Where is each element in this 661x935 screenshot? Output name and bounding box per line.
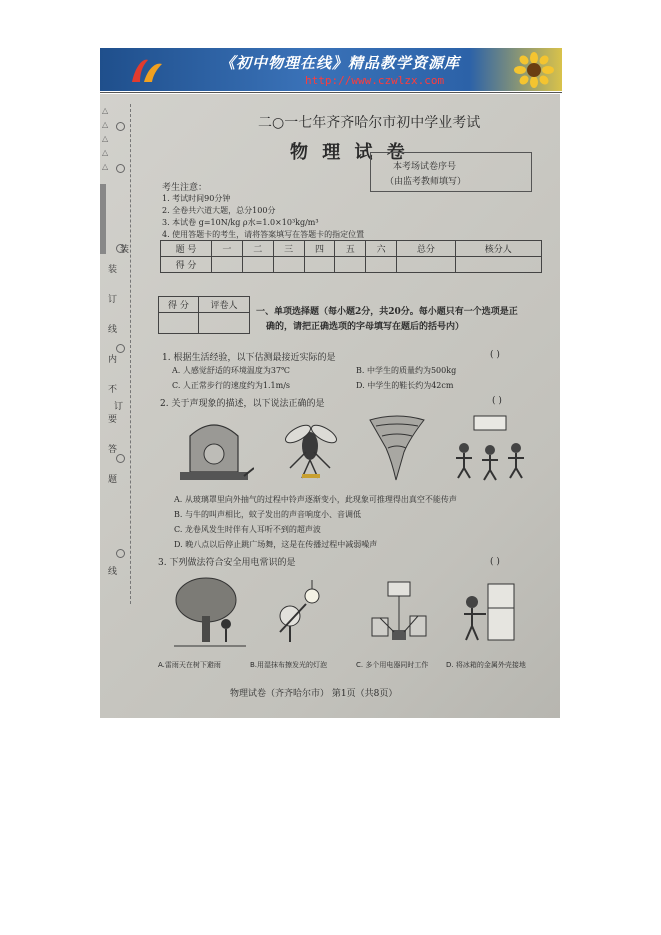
table-cell: 二: [242, 241, 273, 257]
table-cell: [397, 257, 456, 273]
table-cell: [242, 257, 273, 273]
table-cell: 六: [366, 241, 397, 257]
table-row: [161, 241, 542, 257]
triangle-mark-icon: △: [102, 106, 109, 115]
section-heading-cont: 确的，请把正确选项的字母填写在题后的括号内）: [266, 322, 465, 332]
banner-url[interactable]: http://www.czwlzx.com: [305, 74, 445, 87]
table-row: [159, 297, 250, 313]
option-d: D. 晚八点以后停止跳广场舞，这是在传播过程中减弱噪声: [174, 540, 378, 549]
exam-header: 二○一七年齐齐哈尔市初中学业考试: [258, 115, 481, 131]
margin-char: 内: [108, 355, 118, 365]
option-b: B. 与牛的叫声相比，蚊子发出的声音响度小、音调低: [174, 510, 361, 519]
table-cell: 题 号: [161, 241, 212, 257]
margin-char: 题: [108, 475, 118, 485]
banner-divider: [100, 92, 562, 93]
answer-paren: ( ): [492, 396, 502, 406]
wipe-bulb-illustration: [266, 580, 332, 646]
note-item: 3. 本试卷 g=10N/kg ρ水=1.0×10³kg/m³: [162, 218, 319, 227]
notes-title: 考生注意：: [162, 183, 208, 193]
table-row: [161, 257, 542, 273]
grader-table: [158, 296, 250, 334]
punch-hole-icon: [116, 122, 125, 131]
punch-hole-icon: [116, 454, 125, 463]
mosquito-illustration: [276, 412, 346, 482]
image-caption: C. 多个用电器同时工作: [356, 661, 429, 669]
margin-char: 不: [108, 385, 118, 395]
table-cell: 核分人: [455, 241, 541, 257]
bell-jar-illustration: [174, 412, 254, 484]
table-cell: 评卷人: [198, 297, 249, 313]
binding-bar: [100, 184, 106, 254]
fridge-grounding-illustration: [458, 578, 522, 648]
triangle-mark-icon: △: [102, 162, 109, 171]
table-cell: [273, 257, 304, 273]
site-logo-icon: [126, 54, 166, 86]
table-cell: [198, 313, 249, 334]
multiple-appliances-illustration: [364, 578, 434, 648]
table-cell: [212, 257, 243, 273]
table-cell: 得 分: [159, 297, 199, 313]
table-cell: [159, 313, 199, 334]
site-banner: [100, 48, 562, 91]
section-heading: 一、单项选择题（每小题2分，共20分。每小题只有一个选项是正: [256, 307, 518, 317]
triangle-mark-icon: △: [102, 148, 109, 157]
seat-number-box: [370, 152, 532, 192]
triangle-mark-icon: △: [102, 134, 109, 143]
question-stem: 2. 关于声现象的描述，以下说法正确的是: [160, 399, 325, 409]
punch-hole-icon: [116, 549, 125, 558]
option-b: B. 中学生的质量约为500kg: [356, 366, 457, 375]
table-cell: [335, 257, 366, 273]
table-cell: 总分: [397, 241, 456, 257]
banner-title: 《初中物理在线》精品教学资源库: [220, 54, 461, 72]
table-cell: 五: [335, 241, 366, 257]
note-item: 4. 使用答题卡的考生，请将答案填写在答题卡的指定位置: [162, 230, 365, 239]
score-table: [160, 240, 542, 273]
table-cell: [455, 257, 541, 273]
table-cell: 一: [212, 241, 243, 257]
seat-box-label: 本考场试卷序号: [393, 162, 457, 172]
page-footer: 物理试卷（齐齐哈尔市） 第1页（共8页）: [230, 689, 398, 699]
option-c: C. 人正常步行的速度约为1.1m/s: [172, 381, 291, 390]
exam-title: 物 理 试 卷: [290, 142, 409, 163]
margin-char: 装: [108, 265, 118, 275]
option-a: A. 从玻璃罩里向外抽气的过程中铃声逐渐变小，此现象可推理得出真空不能传声: [174, 495, 457, 504]
image-caption: B.用湿抹布擦发光的灯泡: [250, 661, 328, 669]
exam-page-photo: [100, 94, 560, 718]
table-row: [159, 313, 250, 334]
margin-char: 答: [108, 445, 118, 455]
question-stem: 3. 下列做法符合安全用电常识的是: [158, 558, 296, 568]
answer-paren: ( ): [490, 557, 500, 567]
option-c: C. 龙卷风发生时伴有人耳听不到的超声波: [174, 525, 321, 534]
square-dance-illustration: [450, 412, 530, 482]
punch-hole-icon: [116, 344, 125, 353]
table-cell: 得 分: [161, 257, 212, 273]
table-cell: 四: [304, 241, 335, 257]
option-a: A. 人感觉舒适的环境温度为37℃: [172, 366, 290, 375]
punch-hole-icon: [116, 164, 125, 173]
side-char: 装: [120, 245, 130, 255]
image-caption: A.雷雨天在树下避雨: [158, 661, 221, 669]
binding-dashed-line: [130, 104, 131, 604]
side-char: 订: [114, 402, 124, 412]
option-d: D. 中学生的鞋长约为42cm: [356, 381, 454, 390]
seat-box-sublabel: （由监考教师填写）: [385, 177, 467, 187]
question-stem: 1. 根据生活经验，以下估测最接近实际的是: [162, 353, 336, 363]
table-cell: 三: [273, 241, 304, 257]
tornado-illustration: [366, 412, 428, 484]
margin-char: 线: [108, 567, 118, 577]
margin-char: 订: [108, 295, 118, 305]
note-item: 1. 考试时间90分钟: [162, 194, 231, 203]
answer-paren: ( ): [490, 350, 500, 360]
margin-char: 要: [108, 415, 118, 425]
margin-char: 线: [108, 325, 118, 335]
sunflower-icon: [514, 52, 554, 88]
tree-rain-illustration: [170, 576, 250, 648]
table-cell: [366, 257, 397, 273]
image-caption: D. 将冰箱的金属外壳接地: [446, 661, 526, 669]
table-cell: [304, 257, 335, 273]
triangle-mark-icon: △: [102, 120, 109, 129]
note-item: 2. 全卷共六道大题，总分100分: [162, 206, 276, 215]
